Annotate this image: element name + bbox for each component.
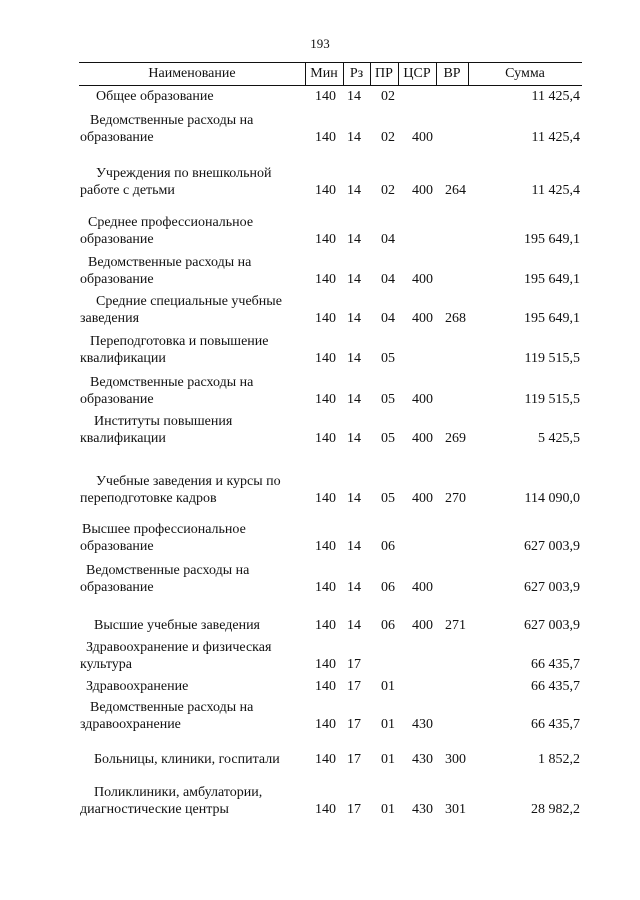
column-header-name: Наименование bbox=[148, 66, 236, 81]
row-name bbox=[80, 473, 310, 507]
cell-pr: 02 bbox=[381, 183, 395, 198]
cell-pr: 01 bbox=[381, 802, 395, 817]
row-name-line: квалификации bbox=[80, 431, 166, 446]
cell-sum: 195 649,1 bbox=[524, 232, 580, 247]
row-name bbox=[80, 617, 310, 634]
cell-csr: 400 bbox=[412, 130, 433, 145]
row-name bbox=[80, 165, 310, 199]
row-name-line: Учреждения по внешкольной bbox=[96, 166, 272, 181]
cell-min: 140 bbox=[315, 752, 336, 767]
cell-vr: 270 bbox=[445, 491, 466, 506]
cell-csr: 400 bbox=[412, 392, 433, 407]
cell-csr: 430 bbox=[412, 752, 433, 767]
cell-sum: 627 003,9 bbox=[524, 580, 580, 595]
row-name bbox=[80, 413, 310, 447]
cell-pr: 01 bbox=[381, 679, 395, 694]
cell-rz: 17 bbox=[347, 802, 361, 817]
cell-sum: 195 649,1 bbox=[524, 311, 580, 326]
cell-min: 140 bbox=[315, 431, 336, 446]
cell-pr: 04 bbox=[381, 272, 395, 287]
cell-rz: 17 bbox=[347, 679, 361, 694]
cell-rz: 14 bbox=[347, 311, 361, 326]
table-header bbox=[79, 62, 582, 86]
cell-pr: 05 bbox=[381, 431, 395, 446]
cell-min: 140 bbox=[315, 89, 336, 104]
cell-min: 140 bbox=[315, 679, 336, 694]
cell-sum: 11 425,4 bbox=[531, 183, 580, 198]
row-name-line: Здравоохранение bbox=[86, 679, 189, 694]
row-name bbox=[80, 639, 310, 673]
cell-pr: 02 bbox=[381, 130, 395, 145]
cell-sum: 66 435,7 bbox=[531, 657, 580, 672]
row-name bbox=[80, 678, 310, 695]
page-number: 193 bbox=[310, 36, 330, 51]
cell-csr: 430 bbox=[412, 717, 433, 732]
column-header-pr: ПР bbox=[375, 66, 393, 81]
cell-pr: 05 bbox=[381, 351, 395, 366]
cell-rz: 17 bbox=[347, 717, 361, 732]
row-name bbox=[80, 112, 310, 146]
cell-csr: 400 bbox=[412, 431, 433, 446]
row-name bbox=[80, 374, 310, 408]
cell-sum: 627 003,9 bbox=[524, 618, 580, 633]
row-name-line: здравоохранение bbox=[80, 717, 181, 732]
cell-min: 140 bbox=[315, 130, 336, 145]
cell-min: 140 bbox=[315, 539, 336, 554]
cell-min: 140 bbox=[315, 183, 336, 198]
cell-pr: 05 bbox=[381, 392, 395, 407]
row-name-line: Институты повышения bbox=[94, 414, 233, 429]
row-name-line: Здравоохранение и физическая bbox=[86, 640, 272, 655]
cell-sum: 119 515,5 bbox=[524, 392, 580, 407]
cell-csr: 430 bbox=[412, 802, 433, 817]
cell-csr: 400 bbox=[412, 311, 433, 326]
row-name-line: образование bbox=[80, 232, 154, 247]
cell-sum: 1 852,2 bbox=[538, 752, 580, 767]
column-header-min: Мин bbox=[310, 66, 338, 81]
row-name-line: Ведомственные расходы на bbox=[86, 563, 250, 578]
cell-rz: 14 bbox=[347, 89, 361, 104]
row-name-line: Общее образование bbox=[96, 89, 214, 104]
row-name-line: образование bbox=[80, 272, 154, 287]
cell-vr: 268 bbox=[445, 311, 466, 326]
column-header-vr: ВР bbox=[443, 66, 461, 81]
cell-pr: 05 bbox=[381, 491, 395, 506]
cell-rz: 14 bbox=[347, 539, 361, 554]
cell-pr: 06 bbox=[381, 580, 395, 595]
cell-vr: 301 bbox=[445, 802, 466, 817]
cell-min: 140 bbox=[315, 618, 336, 633]
row-name bbox=[80, 784, 310, 818]
row-name bbox=[80, 699, 310, 733]
cell-vr: 271 bbox=[445, 618, 466, 633]
cell-pr: 06 bbox=[381, 539, 395, 554]
cell-sum: 627 003,9 bbox=[524, 539, 580, 554]
cell-pr: 04 bbox=[381, 232, 395, 247]
cell-min: 140 bbox=[315, 392, 336, 407]
cell-rz: 14 bbox=[347, 431, 361, 446]
cell-min: 140 bbox=[315, 802, 336, 817]
row-name bbox=[80, 254, 310, 288]
column-header-rz: Рз bbox=[349, 66, 364, 81]
row-name-line: квалификации bbox=[80, 351, 166, 366]
cell-rz: 17 bbox=[347, 657, 361, 672]
row-name-line: диагностические центры bbox=[80, 802, 229, 817]
cell-csr: 400 bbox=[412, 580, 433, 595]
row-name-line: переподготовке кадров bbox=[80, 491, 217, 506]
row-name-line: образование bbox=[80, 539, 154, 554]
row-name-line: Переподготовка и повышение bbox=[90, 334, 269, 349]
cell-sum: 11 425,4 bbox=[531, 89, 580, 104]
cell-pr: 01 bbox=[381, 717, 395, 732]
cell-pr: 01 bbox=[381, 752, 395, 767]
row-name-line: культура bbox=[80, 657, 132, 672]
row-name-line: образование bbox=[80, 580, 154, 595]
cell-sum: 66 435,7 bbox=[531, 717, 580, 732]
row-name bbox=[80, 88, 310, 105]
cell-sum: 66 435,7 bbox=[531, 679, 580, 694]
cell-rz: 17 bbox=[347, 752, 361, 767]
cell-vr: 269 bbox=[445, 431, 466, 446]
row-name bbox=[80, 562, 310, 596]
cell-min: 140 bbox=[315, 491, 336, 506]
row-name bbox=[80, 751, 310, 768]
cell-csr: 400 bbox=[412, 272, 433, 287]
cell-rz: 14 bbox=[347, 272, 361, 287]
cell-csr: 400 bbox=[412, 491, 433, 506]
cell-sum: 114 090,0 bbox=[524, 491, 580, 506]
cell-rz: 14 bbox=[347, 491, 361, 506]
cell-sum: 5 425,5 bbox=[538, 431, 580, 446]
row-name-line: Поликлиники, амбулатории, bbox=[94, 785, 263, 800]
cell-pr: 06 bbox=[381, 618, 395, 633]
row-name-line: Высшие учебные заведения bbox=[94, 618, 260, 633]
row-name-line: Ведомственные расходы на bbox=[90, 700, 254, 715]
column-header-sum: Сумма bbox=[505, 66, 545, 81]
cell-pr: 04 bbox=[381, 311, 395, 326]
cell-rz: 14 bbox=[347, 130, 361, 145]
cell-min: 140 bbox=[315, 717, 336, 732]
cell-vr: 300 bbox=[445, 752, 466, 767]
cell-sum: 11 425,4 bbox=[531, 130, 580, 145]
cell-sum: 195 649,1 bbox=[524, 272, 580, 287]
cell-min: 140 bbox=[315, 351, 336, 366]
row-name-line: Больницы, клиники, госпитали bbox=[94, 752, 280, 767]
cell-min: 140 bbox=[315, 232, 336, 247]
cell-rz: 14 bbox=[347, 392, 361, 407]
row-name bbox=[80, 521, 310, 555]
cell-min: 140 bbox=[315, 580, 336, 595]
row-name-line: Учебные заведения и курсы по bbox=[96, 474, 281, 489]
row-name-line: Средние специальные учебные bbox=[96, 294, 282, 309]
cell-rz: 14 bbox=[347, 618, 361, 633]
row-name bbox=[80, 214, 310, 248]
cell-min: 140 bbox=[315, 272, 336, 287]
row-name-line: Среднее профессиональное bbox=[88, 215, 254, 230]
row-name-line: образование bbox=[80, 392, 154, 407]
row-name-line: Высшее профессиональное bbox=[82, 522, 246, 537]
cell-csr: 400 bbox=[412, 183, 433, 198]
cell-vr: 264 bbox=[445, 183, 466, 198]
row-name-line: заведения bbox=[80, 311, 140, 326]
row-name bbox=[80, 293, 310, 327]
cell-pr: 02 bbox=[381, 89, 395, 104]
row-name-line: Ведомственные расходы на bbox=[90, 113, 254, 128]
cell-rz: 14 bbox=[347, 351, 361, 366]
cell-rz: 14 bbox=[347, 580, 361, 595]
row-name-line: работе с детьми bbox=[80, 183, 175, 198]
cell-rz: 14 bbox=[347, 232, 361, 247]
column-header-csr: ЦСР bbox=[403, 66, 431, 81]
row-name bbox=[80, 333, 310, 367]
cell-min: 140 bbox=[315, 657, 336, 672]
cell-sum: 119 515,5 bbox=[524, 351, 580, 366]
cell-csr: 400 bbox=[412, 618, 433, 633]
cell-sum: 28 982,2 bbox=[531, 802, 580, 817]
cell-rz: 14 bbox=[347, 183, 361, 198]
row-name-line: образование bbox=[80, 130, 154, 145]
cell-min: 140 bbox=[315, 311, 336, 326]
row-name-line: Ведомственные расходы на bbox=[88, 255, 252, 270]
row-name-line: Ведомственные расходы на bbox=[90, 375, 254, 390]
